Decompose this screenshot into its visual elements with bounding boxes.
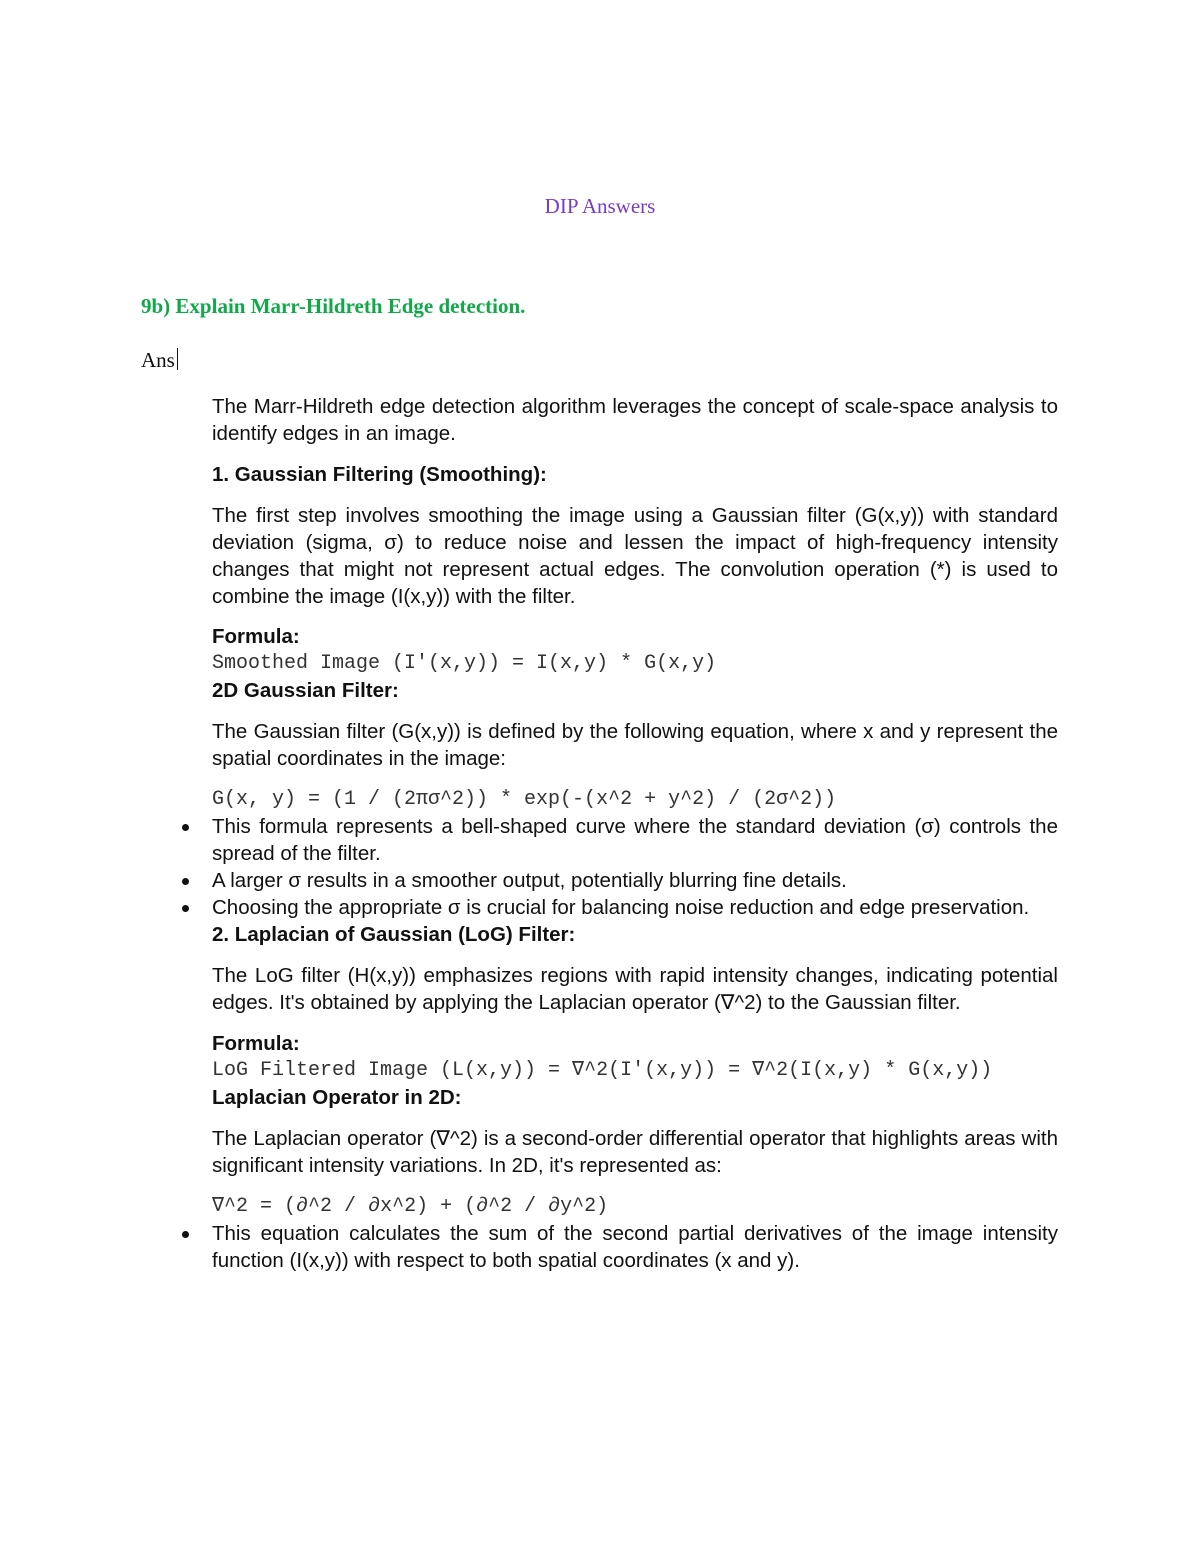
document-title: DIP Answers xyxy=(544,194,656,218)
answer-label: Ans xyxy=(141,348,175,372)
section-1-formula-label: Formula: xyxy=(212,625,300,648)
list-item: This equation calculates the sum of the second partial derivatives of the image intensity function (I(x,y)) with respect to both spatial coordinates (x and y). xyxy=(142,1220,1058,1274)
section-2-paragraph: The LoG filter (H(x,y)) emphasizes regions with rapid intensity changes, indicating potential edges. It's obtained by applying the Laplacian operator (∇^2) to the Gaussian filter. xyxy=(212,964,1058,1014)
gaussian-equation: G(x, y) = (1 / (2πσ^2)) * exp(-(x^2 + y^2) / (2σ^2)) xyxy=(212,788,837,811)
section-1-sub-paragraph: The Gaussian filter (G(x,y)) is defined by the following equation, where x and y represent the spatial coordinates in the image: xyxy=(212,720,1058,770)
answer-body xyxy=(212,393,1058,1274)
section-2-sub-paragraph: The Laplacian operator (∇^2) is a second-order differential operator that highlights areas with significant intensity variations. In 2D, it's represented as: xyxy=(212,1127,1058,1177)
intro-paragraph: The Marr-Hildreth edge detection algorithm leverages the concept of scale-space analysis to identify edges in an image. xyxy=(212,395,1058,445)
bullet-icon xyxy=(182,1231,189,1238)
section-2-heading: 2. Laplacian of Gaussian (LoG) Filter: xyxy=(212,923,576,946)
bullet-icon xyxy=(182,878,189,885)
bullet-icon xyxy=(182,905,189,912)
question-heading: 9b) Explain Marr-Hildreth Edge detection. xyxy=(141,294,526,318)
section-2-subheading: Laplacian Operator in 2D: xyxy=(212,1086,462,1109)
section-1-heading: 1. Gaussian Filtering (Smoothing): xyxy=(212,463,547,486)
section-1-subheading: 2D Gaussian Filter: xyxy=(212,679,399,702)
text-cursor xyxy=(177,348,178,370)
list-item: A larger σ results in a smoother output, potentially blurring fine details. xyxy=(142,867,1058,894)
bullet-icon xyxy=(182,824,189,831)
section-2-formula-label: Formula: xyxy=(212,1032,300,1055)
section-1-paragraph: The first step involves smoothing the image using a Gaussian filter (G(x,y)) with standard deviation (sigma, σ) to reduce noise and lessen the impact of high-frequency intensity changes that might not represent actual edges. The convolution operation (*) is used to combine the image (I(x,y)) with the filter. xyxy=(212,504,1058,608)
list-item: This formula represents a bell-shaped curve where the standard deviation (σ) controls the spread of the filter. xyxy=(142,813,1058,867)
section-2-bullet-list xyxy=(212,1220,1058,1274)
section-1-bullet-list xyxy=(212,813,1058,921)
laplacian-equation: ∇^2 = (∂^2 / ∂x^2) + (∂^2 / ∂y^2) xyxy=(212,1195,609,1218)
answer-label-line[interactable] xyxy=(141,347,178,373)
section-2-formula: LoG Filtered Image (L(x,y)) = ∇^2(I'(x,y)) = ∇^2(I(x,y) * G(x,y)) xyxy=(212,1059,993,1082)
list-item: Choosing the appropriate σ is crucial for balancing noise reduction and edge preservation. xyxy=(142,894,1058,921)
section-1-formula: Smoothed Image (I'(x,y)) = I(x,y) * G(x,y) xyxy=(212,652,717,675)
